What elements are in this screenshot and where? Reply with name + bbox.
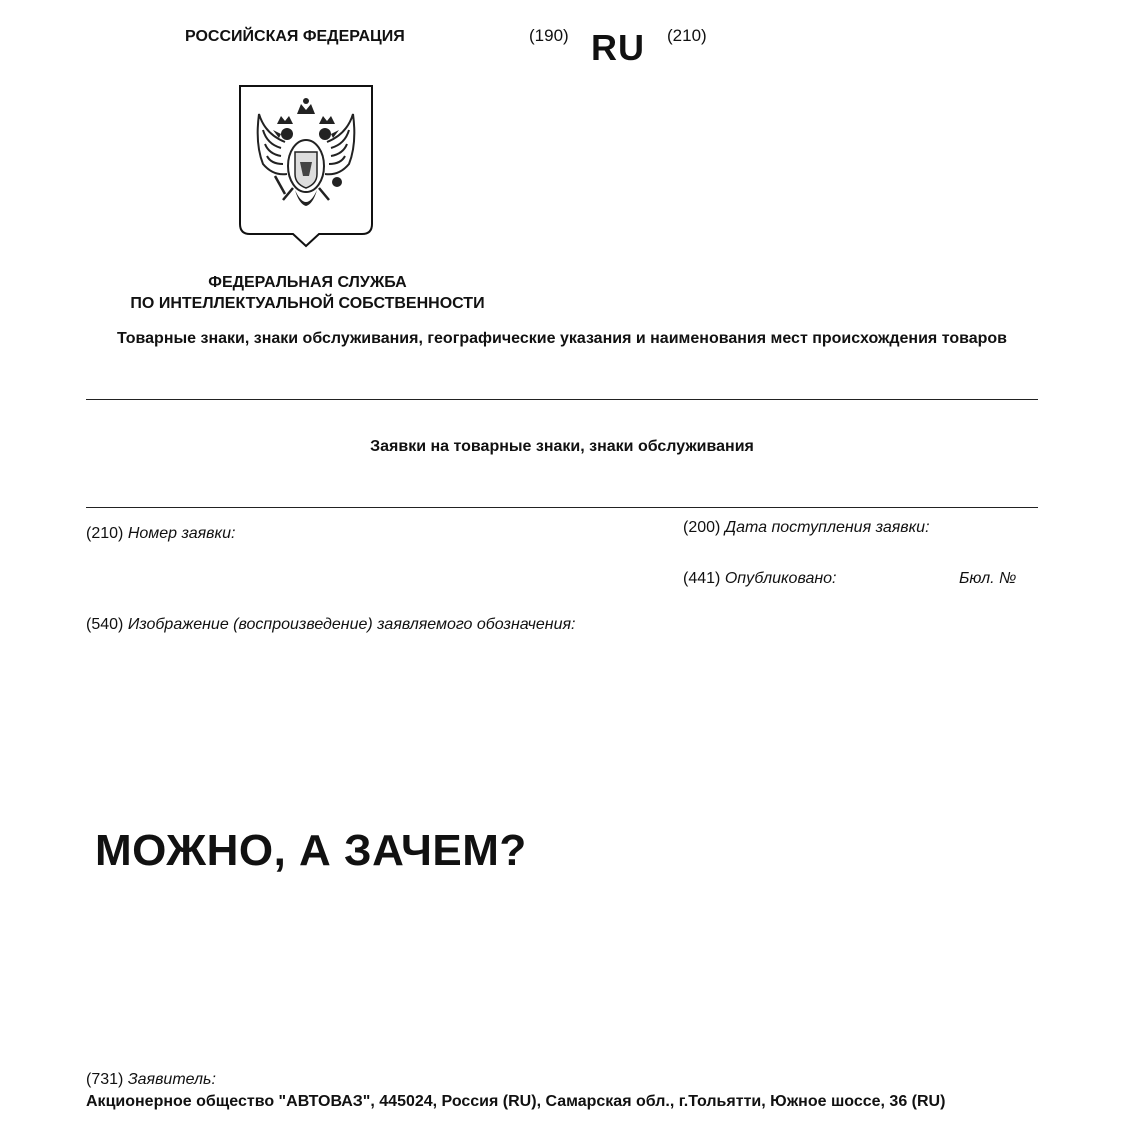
image-label: Изображение (воспроизведение) заявляемого обозначения: (127, 616, 576, 633)
code-190: (190) (529, 26, 569, 45)
federal-service-name (80, 272, 535, 314)
country-name: РОССИЙСКАЯ ФЕДЕРАЦИЯ (185, 28, 405, 45)
image-field (86, 616, 575, 634)
filing-date-field (683, 519, 930, 537)
filing-date-code: (200) (683, 519, 721, 536)
published-field (683, 570, 836, 588)
applicant-label: Заявитель: (127, 1071, 216, 1088)
section-title: Заявки на товарные знаки, знаки обслуживания (370, 438, 754, 455)
bulletin-number-label: Бюл. № (959, 570, 1017, 587)
application-number-label: Номер заявки: (127, 525, 236, 542)
federal-service-line1: ФЕДЕРАЛЬНАЯ СЛУЖБА (208, 274, 407, 291)
applicant-field (86, 1071, 216, 1089)
image-code: (540) (86, 616, 124, 633)
trademark-text: МОЖНО, А ЗАЧЕМ? (95, 826, 527, 875)
country-code: RU (591, 27, 645, 68)
filing-date-label: Дата поступления заявки: (724, 519, 930, 536)
divider-bottom (86, 507, 1038, 508)
divider-top (86, 399, 1038, 400)
application-number-field (86, 525, 235, 543)
category-title: Товарные знаки, знаки обслуживания, географические указания и наименования мест происхождения товаров (116, 330, 1007, 347)
federal-service-line2: ПО ИНТЕЛЛЕКТУАЛЬНОЙ СОБСТВЕННОСТИ (130, 295, 485, 312)
code-210-header: (210) (667, 26, 707, 45)
applicant-details: Акционерное общество "АВТОВАЗ", 445024, Россия (RU), Самарская обл., г.Тольятти, Южное шоссе, 36 (RU) (86, 1093, 946, 1110)
published-label: Опубликовано: (724, 570, 837, 587)
application-number-code: (210) (86, 525, 124, 542)
applicant-code: (731) (86, 1071, 124, 1088)
russian-coat-of-arms-icon (237, 84, 376, 250)
published-code: (441) (683, 570, 721, 587)
